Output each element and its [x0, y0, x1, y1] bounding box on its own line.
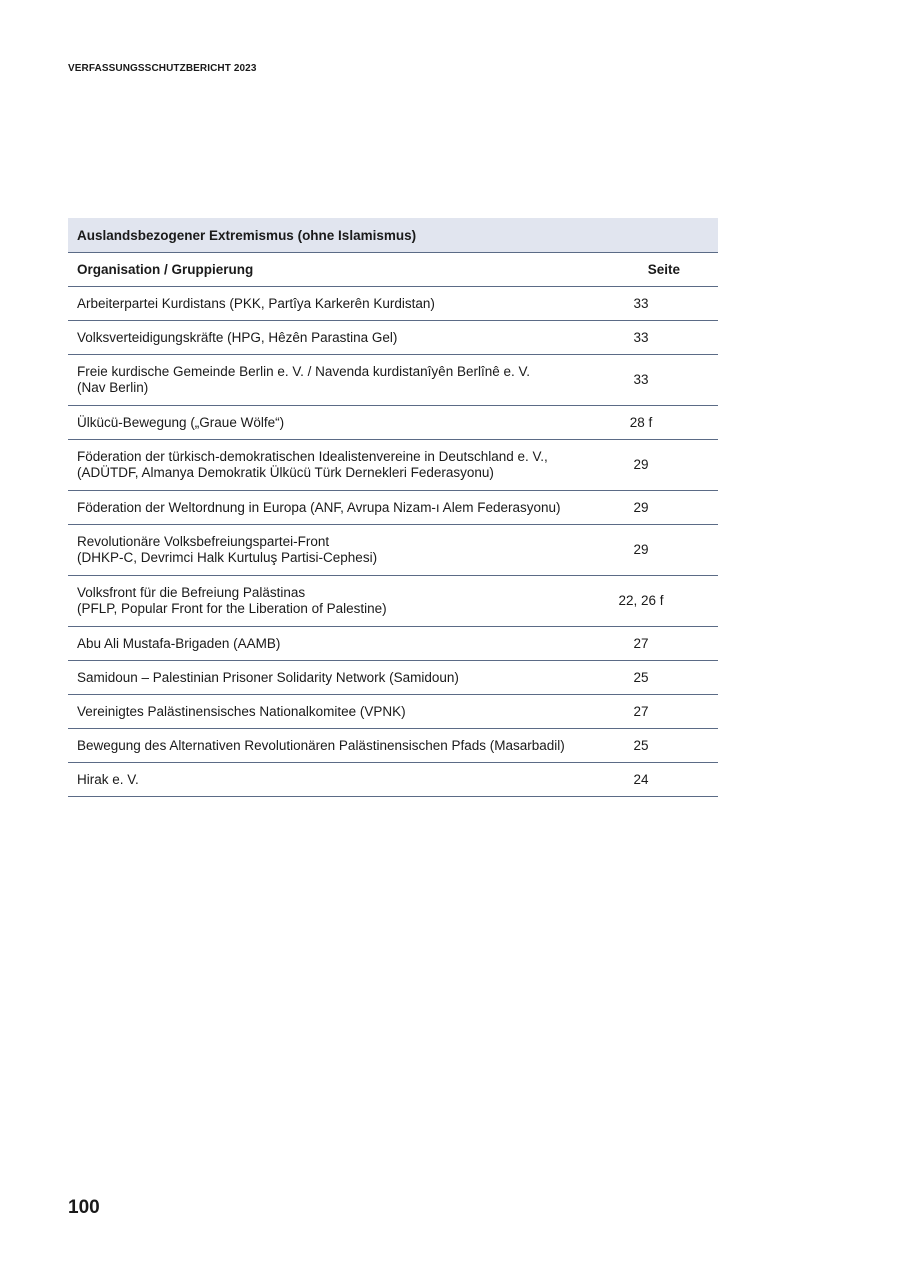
- page-reference: 33: [596, 321, 718, 355]
- table-row: [68, 321, 718, 355]
- organisation-name: Samidoun – Palestinian Prisoner Solidarity Network (Samidoun): [68, 661, 596, 695]
- page-reference: 33: [596, 355, 718, 406]
- page-reference: 27: [596, 627, 718, 661]
- page-reference: 25: [596, 729, 718, 763]
- table-row: [68, 661, 718, 695]
- table-row: [68, 287, 718, 321]
- table-row: [68, 763, 718, 797]
- organisation-name: Vereinigtes Palästinensisches Nationalkomitee (VPNK): [68, 695, 596, 729]
- table-row: [68, 576, 718, 627]
- page-reference: 29: [596, 491, 718, 525]
- table-section-header: [68, 218, 718, 253]
- page-reference: 33: [596, 287, 718, 321]
- organisation-name: Volksverteidigungskräfte (HPG, Hêzên Parastina Gel): [68, 321, 596, 355]
- table-row: [68, 406, 718, 440]
- page-reference: 27: [596, 695, 718, 729]
- organisation-name: Ülkücü-Bewegung („Graue Wölfe“): [68, 406, 596, 440]
- organisation-name: Föderation der türkisch-demokratischen Idealistenvereine in Deutschland e. V., (ADÜTDF, Almanya Demokratik Ülkücü Türk Dernekleri Federasyonu): [68, 440, 596, 491]
- organisation-name: Föderation der Weltordnung in Europa (ANF, Avrupa Nizam-ı Alem Federasyonu): [68, 491, 596, 525]
- page-number: 100: [68, 1197, 100, 1218]
- table-row: [68, 627, 718, 661]
- table-row: [68, 525, 718, 576]
- page-reference: 29: [596, 525, 718, 576]
- organisation-name: Hirak e. V.: [68, 763, 596, 797]
- column-header-page: Seite: [596, 253, 718, 287]
- column-header-organisation: Organisation / Gruppierung: [68, 253, 596, 287]
- section-title: Auslandsbezogener Extremismus (ohne Islamismus): [68, 218, 718, 253]
- table-row: [68, 695, 718, 729]
- page-reference: 25: [596, 661, 718, 695]
- organisation-name: Volksfront für die Befreiung Palästinas (PFLP, Popular Front for the Liberation of Palestine): [68, 576, 596, 627]
- page-reference: 29: [596, 440, 718, 491]
- table-row: [68, 729, 718, 763]
- table-column-header: [68, 253, 718, 287]
- organisation-name: Abu Ali Mustafa-Brigaden (AAMB): [68, 627, 596, 661]
- organisation-name: Arbeiterpartei Kurdistans (PKK, Partîya Karkerên Kurdistan): [68, 287, 596, 321]
- organisation-name: Bewegung des Alternativen Revolutionären Palästinensischen Pfads (Masarbadil): [68, 729, 596, 763]
- page-reference: 24: [596, 763, 718, 797]
- organisation-table: [68, 218, 718, 797]
- running-header: VERFASSUNGSSCHUTZBERICHT 2023: [68, 63, 257, 74]
- table-row: [68, 440, 718, 491]
- organisation-name: Freie kurdische Gemeinde Berlin e. V. / Navenda kurdistanîyên Berlînê e. V. (Nav Berlin): [68, 355, 596, 406]
- table-row: [68, 491, 718, 525]
- table-row: [68, 355, 718, 406]
- page-reference: 28 f: [596, 406, 718, 440]
- organisation-name: Revolutionäre Volksbefreiungspartei-Front (DHKP-C, Devrimci Halk Kurtuluş Partisi-Cephesi): [68, 525, 596, 576]
- page-reference: 22, 26 f: [596, 576, 718, 627]
